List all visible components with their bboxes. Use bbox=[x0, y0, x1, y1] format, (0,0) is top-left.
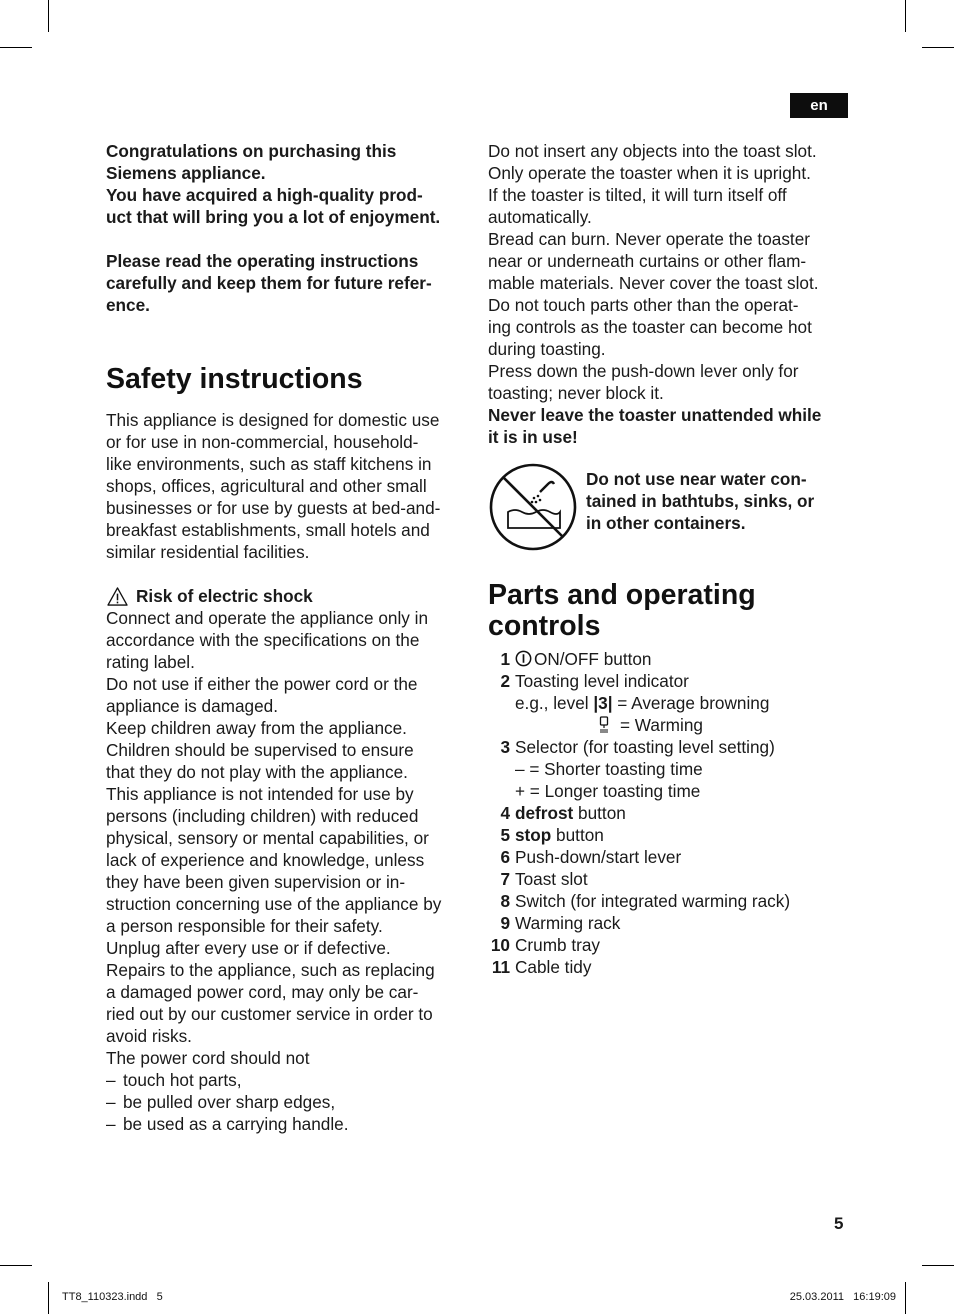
part-label: Selector (for toasting level setting) bbox=[515, 737, 775, 757]
part-item bbox=[488, 736, 850, 758]
parts-list bbox=[488, 648, 850, 978]
part-number: 9 bbox=[500, 913, 510, 933]
body-line: like environments, such as staff kitchens in bbox=[106, 454, 432, 474]
part-item bbox=[488, 802, 850, 824]
no-water-line: Do not use near water con- bbox=[586, 469, 807, 489]
body-line: toasting; never block it. bbox=[488, 383, 664, 403]
part-label: Toast slot bbox=[515, 869, 588, 889]
part-number: 5 bbox=[500, 825, 510, 845]
crop-mark bbox=[48, 0, 49, 32]
part-number: 4 bbox=[500, 803, 510, 823]
page-number: 5 bbox=[834, 1214, 844, 1233]
body-line: rating label. bbox=[106, 652, 195, 672]
part-number: 2 bbox=[500, 671, 510, 691]
body-line: ried out by our customer service in order to bbox=[106, 1004, 433, 1024]
right-column bbox=[488, 140, 850, 978]
body-line: Press down the push-down lever only for bbox=[488, 361, 799, 381]
part-label-text: button bbox=[573, 803, 626, 823]
list-item bbox=[106, 1113, 468, 1135]
part-number: 8 bbox=[500, 891, 510, 911]
part-number: 7 bbox=[500, 869, 510, 889]
part-number: 3 bbox=[500, 737, 510, 757]
intro-line: ence. bbox=[106, 295, 150, 315]
intro-line: Please read the operating instructions bbox=[106, 251, 419, 271]
part-label-bold: defrost bbox=[515, 803, 574, 823]
body-line: that they do not play with the appliance. bbox=[106, 762, 408, 782]
part-item bbox=[488, 890, 850, 912]
crop-mark bbox=[905, 1282, 906, 1314]
crop-mark bbox=[905, 0, 906, 32]
part-label: Switch (for integrated warming rack) bbox=[515, 891, 791, 911]
crop-mark bbox=[922, 1265, 954, 1266]
body-line: Bread can burn. Never operate the toaster bbox=[488, 229, 810, 249]
body-line: struction concerning use of the appliance by bbox=[106, 894, 442, 914]
body-line: they have been given supervision or in- bbox=[106, 872, 406, 892]
warning-title: Risk of electric shock bbox=[136, 586, 313, 606]
level-value: |3| bbox=[593, 693, 613, 713]
list-item-text: be pulled over sharp edges, bbox=[123, 1092, 336, 1112]
crop-mark bbox=[0, 47, 32, 48]
part-item bbox=[488, 670, 850, 692]
part-item bbox=[488, 846, 850, 868]
parts-heading-line: controls bbox=[488, 610, 601, 642]
footer-timestamp: 25.03.2011 16:19:09 bbox=[789, 1291, 896, 1303]
list-item bbox=[106, 1091, 468, 1113]
body-line: automatically. bbox=[488, 207, 592, 227]
body-line: or for use in non-commercial, household- bbox=[106, 432, 419, 452]
body-line: This appliance is not intended for use by bbox=[106, 784, 414, 804]
part-item bbox=[488, 912, 850, 934]
body-line: physical, sensory or mental capabilities, or bbox=[106, 828, 429, 848]
body-line: lack of experience and knowledge, unless bbox=[106, 850, 425, 870]
no-water-notice bbox=[488, 462, 850, 552]
body-line: shops, offices, agricultural and other small bbox=[106, 476, 427, 496]
part-label-bold: stop bbox=[515, 825, 552, 845]
intro-line: carefully and keep them for future refer- bbox=[106, 273, 432, 293]
part-number: 10 bbox=[490, 935, 510, 955]
safety-body bbox=[106, 409, 468, 563]
warning-body bbox=[106, 607, 468, 1069]
part-label bbox=[515, 824, 604, 846]
body-line: avoid risks. bbox=[106, 1026, 192, 1046]
no-water-line: in other containers. bbox=[586, 513, 746, 533]
body-line: ing controls as the toaster can become hot bbox=[488, 317, 812, 337]
selector-longer: + = Longer toasting time bbox=[515, 781, 701, 801]
intro-block bbox=[106, 140, 468, 316]
warming-rack-icon bbox=[598, 716, 610, 734]
body-line: Do not touch parts other than the operat- bbox=[488, 295, 799, 315]
parts-heading bbox=[488, 580, 850, 642]
parts-heading-line: Parts and operating bbox=[488, 579, 756, 611]
level-example bbox=[488, 692, 850, 714]
no-water-text bbox=[586, 468, 848, 552]
crop-mark bbox=[48, 1282, 49, 1314]
body-line: Keep children away from the appliance. bbox=[106, 718, 407, 738]
part-item bbox=[488, 824, 850, 846]
body-line: breakfast establishments, small hotels and bbox=[106, 520, 430, 540]
part-label: Toasting level indicator bbox=[515, 671, 689, 691]
warming-text: = Warming bbox=[620, 715, 703, 735]
body-line: near or underneath curtains or other flam- bbox=[488, 251, 807, 271]
no-water-line: tained in bathtubs, sinks, or bbox=[586, 491, 815, 511]
body-line: If the toaster is tilted, it will turn itself off bbox=[488, 185, 787, 205]
body-line: accordance with the specifications on the bbox=[106, 630, 420, 650]
right-body bbox=[488, 140, 850, 448]
list-item-text: touch hot parts, bbox=[123, 1070, 242, 1090]
warming-example bbox=[488, 714, 850, 736]
part-item bbox=[488, 934, 850, 956]
body-line: Do not insert any objects into the toast slot. bbox=[488, 141, 817, 161]
safety-heading: Safety instructions bbox=[106, 363, 363, 395]
cord-list bbox=[106, 1069, 468, 1135]
intro-line: Congratulations on purchasing this bbox=[106, 141, 397, 161]
body-line: a damaged power cord, may only be car- bbox=[106, 982, 419, 1002]
power-icon bbox=[515, 650, 532, 667]
body-line: Only operate the toaster when it is upright. bbox=[488, 163, 811, 183]
part-label-text: button bbox=[551, 825, 604, 845]
language-badge: en bbox=[790, 93, 848, 118]
part-item bbox=[488, 956, 850, 978]
body-line: persons (including children) with reduced bbox=[106, 806, 419, 826]
warning-heading bbox=[106, 585, 468, 607]
part-item bbox=[488, 868, 850, 890]
crop-mark bbox=[0, 1265, 32, 1266]
body-line: Children should be supervised to ensure bbox=[106, 740, 414, 760]
list-item-text: be used as a carrying handle. bbox=[123, 1114, 349, 1134]
crop-mark bbox=[922, 47, 954, 48]
part-label bbox=[515, 802, 626, 824]
part-label bbox=[515, 648, 651, 670]
body-line: Unplug after every use or if defective. bbox=[106, 938, 391, 958]
unattended-warning: it is in use! bbox=[488, 427, 578, 447]
dash-bullet: – bbox=[106, 1092, 116, 1112]
body-line: businesses or for use by guests at bed-and- bbox=[106, 498, 441, 518]
part-label: Crumb tray bbox=[515, 935, 600, 955]
body-line: The power cord should not bbox=[106, 1048, 310, 1068]
intro-line: You have acquired a high-quality prod- bbox=[106, 185, 423, 205]
footer-file-info: TT8_110323.indd 5 bbox=[62, 1291, 163, 1303]
intro-line: Siemens appliance. bbox=[106, 163, 266, 183]
selector-shorter: – = Shorter toasting time bbox=[515, 759, 703, 779]
part-label: Warming rack bbox=[515, 913, 621, 933]
unattended-warning: Never leave the toaster unattended while bbox=[488, 405, 822, 425]
dash-bullet: – bbox=[106, 1114, 116, 1134]
part-label-text: ON/OFF button bbox=[534, 649, 652, 669]
level-suffix: = Average browning bbox=[612, 693, 770, 713]
list-item bbox=[106, 1069, 468, 1091]
body-line: mable materials. Never cover the toast slot. bbox=[488, 273, 819, 293]
body-line: similar residential facilities. bbox=[106, 542, 310, 562]
left-column bbox=[106, 140, 468, 1135]
body-line: This appliance is designed for domestic use bbox=[106, 410, 440, 430]
part-number: 1 bbox=[500, 649, 510, 669]
level-prefix: e.g., level bbox=[515, 693, 594, 713]
no-water-icon bbox=[488, 462, 578, 552]
part-label: Cable tidy bbox=[515, 957, 592, 977]
body-line: a person responsible for their safety. bbox=[106, 916, 383, 936]
part-item bbox=[488, 648, 850, 670]
warning-icon bbox=[107, 587, 128, 606]
dash-bullet: – bbox=[106, 1070, 116, 1090]
part-label: Push-down/start lever bbox=[515, 847, 682, 867]
part-number: 11 bbox=[491, 957, 510, 977]
body-line: Connect and operate the appliance only in bbox=[106, 608, 429, 628]
body-line: Repairs to the appliance, such as replacing bbox=[106, 960, 435, 980]
body-line: Do not use if either the power cord or the bbox=[106, 674, 418, 694]
part-number: 6 bbox=[500, 847, 510, 867]
body-line: during toasting. bbox=[488, 339, 606, 359]
intro-line: uct that will bring you a lot of enjoyment. bbox=[106, 207, 441, 227]
body-line: appliance is damaged. bbox=[106, 696, 278, 716]
